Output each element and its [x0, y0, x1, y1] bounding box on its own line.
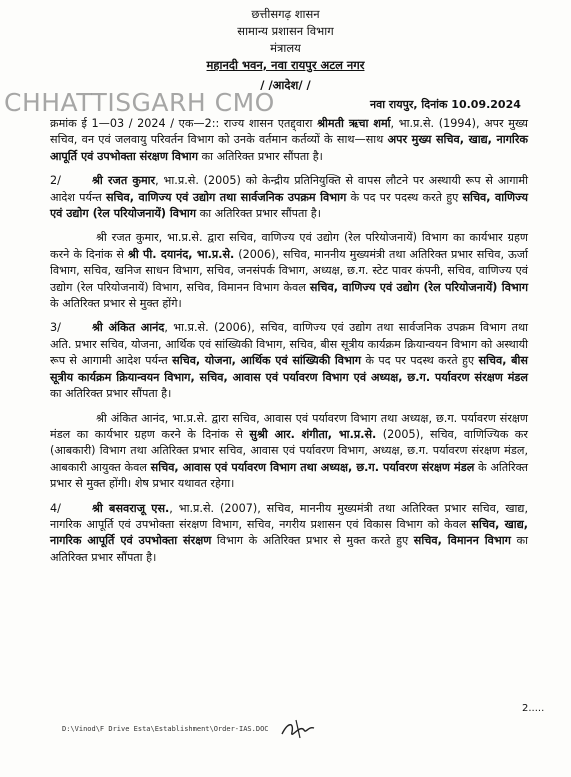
- paragraph-4: 4/ श्री बसवराजू एस., भा.प्र.से. (2007), सचिव, माननीय मुख्यमंत्री तथा अतिरिक्त प्रभार सचिव, खाद्य, नागरिक आपूर्ति एवं उपभोक्ता संरक्षण विभाग, सचिव, नगरीय प्रशासन एवं विकास विभाग को केवल सचिव, खाद्य, नागरिक आपूर्ति एवं उपभोक्ता संरक्षण विभाग के अतिरिक्त प्रभार से मुक्त करते हुए सचिव, विमानन विभाग का अतिरिक्त प्रभार सौंपता है।: [50, 501, 528, 564]
- paragraph-3: 3/ श्री अंकित आनंद, भा.प्र.से. (2006), सचिव, वाणिज्य एवं उद्योग तथा सार्वजनिक उपक्रम विभाग तथा अति. प्रभार सचिव, योजना, आर्थिक एवं सांख्यिकी विभाग, सचिव, बीस सूत्रीय कार्यक्रम क्रियान्वयन विभाग को अस्थायी रूप से आगामी आदेश पर्यन्त सचिव, योजना, आर्थिक एवं सांख्यिकी विभाग के पद पर पदस्थ करते हुए सचिव, बीस सूत्रीय कार्यक्रम क्रियान्वयन विभाग, सचिव, आवास एवं पर्यावरण विभाग एवं अध्यक्ष, छ.ग. पर्यावरण संरक्षण मंडल का अतिरिक्त प्रभार सौंपता है।: [50, 321, 528, 401]
- order-body: [50, 116, 528, 574]
- next-page-marker: 2.....: [522, 703, 545, 714]
- letterhead-government: छत्तीसगढ़ शासन: [251, 7, 320, 21]
- letterhead-ministry: मंत्रालय: [270, 41, 301, 55]
- letterhead-address: महानदी भवन, नवा रायपुर अटल नगर: [206, 58, 365, 72]
- signature-mark-icon: [278, 716, 318, 742]
- paragraph-2: 2/ श्री रजत कुमार, भा.प्र.से. (2005) को केन्द्रीय प्रतिनियुक्ति से वापस लौटने पर अस्थायी रूप से आगामी आदेश पर्यन्त सचिव, वाणिज्य एवं उद्योग तथा सार्वजनिक उपक्रम विभाग के पद पर पदस्थ करते हुए सचिव, वाणिज्य एवं उद्योग (रेल परियोजनायें) विभाग का अतिरिक्त प्रभार सौंपता है।: [50, 174, 529, 221]
- file-path: D:\Vinod\F Drive Esta\Establishment\Order-IAS.DOC: [62, 725, 269, 733]
- order-title: / /आदेश/ /: [260, 78, 311, 92]
- place-date: नवा रायपुर, दिनांक 10.09.2024: [370, 98, 521, 111]
- paragraph-number: 2/: [50, 174, 61, 188]
- letterhead: [0, 6, 571, 74]
- paragraph-1: क्रमांक ई 1—03 / 2024 / एक—2:: राज्य शासन एतद्द्वारा श्रीमती ऋचा शर्मा, भा.प्र.से. (1994), अपर मुख्य सचिव, वन एवं जलवायु परिवर्तन विभाग को उनके वर्तमान कर्तव्यों के साथ—साथ अपर मुख्य सचिव, खाद्य, नागरिक आपूर्ति एवं उपभोक्ता संरक्षण विभाग का अतिरिक्त प्रभार सौंपता है।: [50, 117, 528, 163]
- paragraph-number: 3/: [50, 321, 61, 335]
- paragraph-3b: श्री अंकित आनंद, भा.प्र.से. द्वारा सचिव, आवास एवं पर्यावरण विभाग तथा अध्यक्ष, छ.ग. पर्यावरण संरक्षण मंडल का कार्यभार ग्रहण करने के दिनांक से सुश्री आर. शंगीता, भा.प्र.से. (2005), सचिव, वाणिज्यिक कर (आबकारी) विभाग तथा अतिरिक्त प्रभार सचिव, आवास एवं पर्यावरण विभाग, अध्यक्ष, छ.ग. पर्यावरण संरक्षण मंडल, आबकारी आयुक्त केवल सचिव, आवास एवं पर्यावरण विभाग तथा अध्यक्ष, छ.ग. पर्यावरण संरक्षण मंडल के अतिरिक्त प्रभार से मुक्त होंगी। शेष प्रभार यथावत रहेगा।: [50, 411, 528, 491]
- watermark-text: CHHATTISGARH CMO: [4, 88, 275, 117]
- letterhead-department: सामान्य प्रशासन विभाग: [237, 24, 334, 38]
- paragraph-2b: श्री रजत कुमार, भा.प्र.से. द्वारा सचिव, वाणिज्य एवं उद्योग (रेल परियोजनायें) विभाग का कार्यभार ग्रहण करने के दिनांक से श्री पी. दयानंद, भा.प्र.से. (2006), सचिव, माननीय मुख्यमंत्री तथा अतिरिक्त प्रभार सचिव, ऊर्जा विभाग, सचिव, खनिज साधन विभाग, सचिव, जनसंपर्क विभाग, अध्यक्ष, छ.ग. स्टेट पावर कंपनी, सचिव, वाणिज्य एवं उद्योग (रेल परियोजनायें) विभाग, सचिव, विमानन विभाग केवल सचिव, वाणिज्य एवं उद्योग (रेल परियोजनायें) विभाग के अतिरिक्त प्रभार से मुक्त होंगे।: [50, 231, 528, 311]
- paragraph-number: 4/: [50, 501, 61, 515]
